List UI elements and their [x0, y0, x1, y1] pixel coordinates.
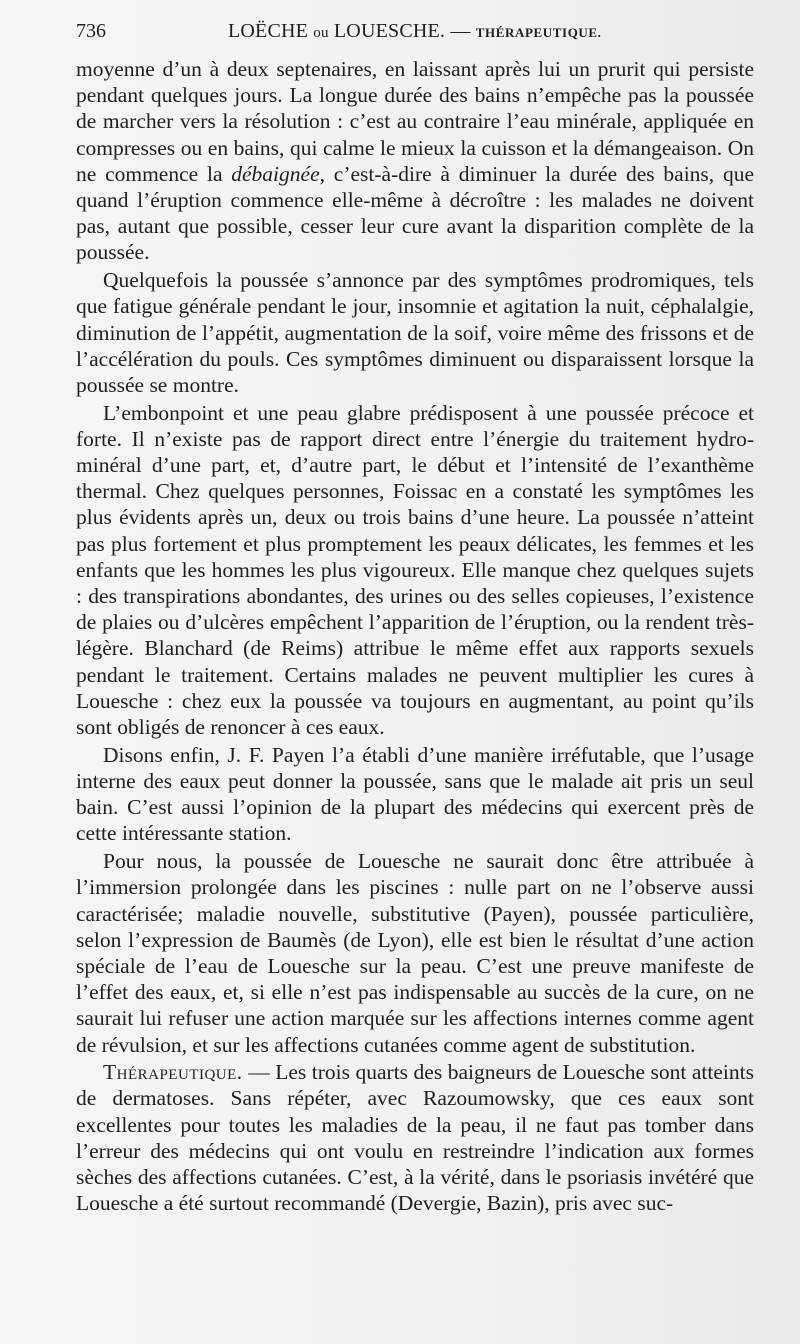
title-ou: ou [313, 25, 329, 41]
paragraph-6 [76, 1059, 754, 1216]
paragraph-5: Pour nous, la poussée de Louesche ne saurait donc être attribuée à l’immersion prolongée dans les piscines : nulle part on ne l’observe aussi caractérisée; maladie nouvelle, substitutive (Payen), poussée particulière, selon l’expression de Baumès (de Lyon), elle est bien le résultat d’une action spéciale de l’eau de Louesche sur la peau. C’est une preuve manifeste de l’effet des eaux, et, si elle n’est pas indispensable au succès de la cure, on ne saurait lui refuser une action marquée sur les affections internes comme agent de révulsion, et sur les affections cutanées comme agent de substitution. [76, 849, 754, 1057]
title-main: LOËCHE [228, 20, 309, 42]
paragraph-6-text: — Les trois quarts des baigneurs de Louesche sont atteints de dermatoses. Sans répéter, avec Razoumowsky, que ces eaux sont excellentes pour toutes les maladies de la peau, il ne faut pas tomber dans l’erreur des médecins qui ont voulu en restreindre l’indication aux formes sèches des affections cutanées. C’est, à la vérité, dans le psoriasis invétéré que Louesche a été surtout recommandé (Devergie, Bazin), pris avec suc- [76, 1060, 754, 1216]
paragraph-1-emphasis: débaignée [231, 161, 320, 186]
paragraph-2: Quelquefois la poussée s’annonce par des symptômes prodromiques, tels que fatigue générale pendant le jour, insomnie et agitation la nuit, céphalalgie, diminution de l’appétit, augmentation de la soif, voire même des frissons et de l’accélération du pouls. Ces symptômes diminuent ou disparaissent lorsque la poussée se montre. [76, 268, 754, 397]
title-dash: — [450, 20, 471, 42]
title-section: THÉRAPEUTIQUE. [475, 25, 602, 40]
running-header [76, 16, 774, 48]
section-heading-therapeutique: Thérapeutique. [103, 1060, 243, 1085]
paragraph-3: L’embonpoint et une peau glabre prédisposent à une poussée précoce et forte. Il n’existe pas de rapport direct entre l’énergie du traitement hydro-minéral d’une part, et, d’autre part, le début et l’intensité de l’exanthème thermal. Chez quelques personnes, Foissac en a constaté les symptômes les plus évidents après un, deux ou trois bains d’une heure. La poussée n’atteint pas plus fortement et plus promptement les peaux délicates, les femmes et les enfants que les hommes les plus vigoureux. Elle manque chez quelques sujets : des transpirations abondantes, des urines ou des selles copieuses, l’existence de plaies ou d’ulcères empêchent l’apparition de l’éruption, ou la rendent très-légère. Blanchard (de Reims) attribue le même effet aux rapports sexuels pendant le traitement. Certains malades ne peuvent multiplier les cures à Louesche : chez eux la poussée va toujours en augmentant, au point qu’ils sont obligés de renoncer à ces eaux. [76, 400, 754, 740]
paragraph-1-text: moyenne d’un à deux septenaires, en laissant après lui un prurit qui persiste pendant quelques jours. La longue durée des bains n’empêche pas la poussée de marcher vers la résolution : c’est au contraire l’eau minérale, appliquée en compresses ou en bains, qui calme le mieux la cuisson et la démangeaison. On ne commence la [76, 57, 754, 186]
page-number: 736 [76, 20, 106, 42]
paragraph-4: Disons enfin, J. F. Payen l’a établi d’une manière irréfutable, que l’usage interne des eaux peut donner la poussée, sans que le malade ait pris un seul bain. C’est aussi l’opinion de la plupart des médecins qui exercent près de cette intéressante station. [76, 742, 754, 846]
running-title [228, 20, 602, 43]
title-alt: LOUESCHE. [333, 20, 446, 42]
paragraph-1 [76, 56, 754, 266]
body-text [76, 56, 754, 1218]
paragraph-1-rest: , c’est-à-dire à diminuer la durée des bains, que quand l’éruption commence elle-même à décroître : les malades ne doivent pas, autant que possible, cesser leur cure avant la disparition complète de la poussée. [76, 161, 754, 265]
